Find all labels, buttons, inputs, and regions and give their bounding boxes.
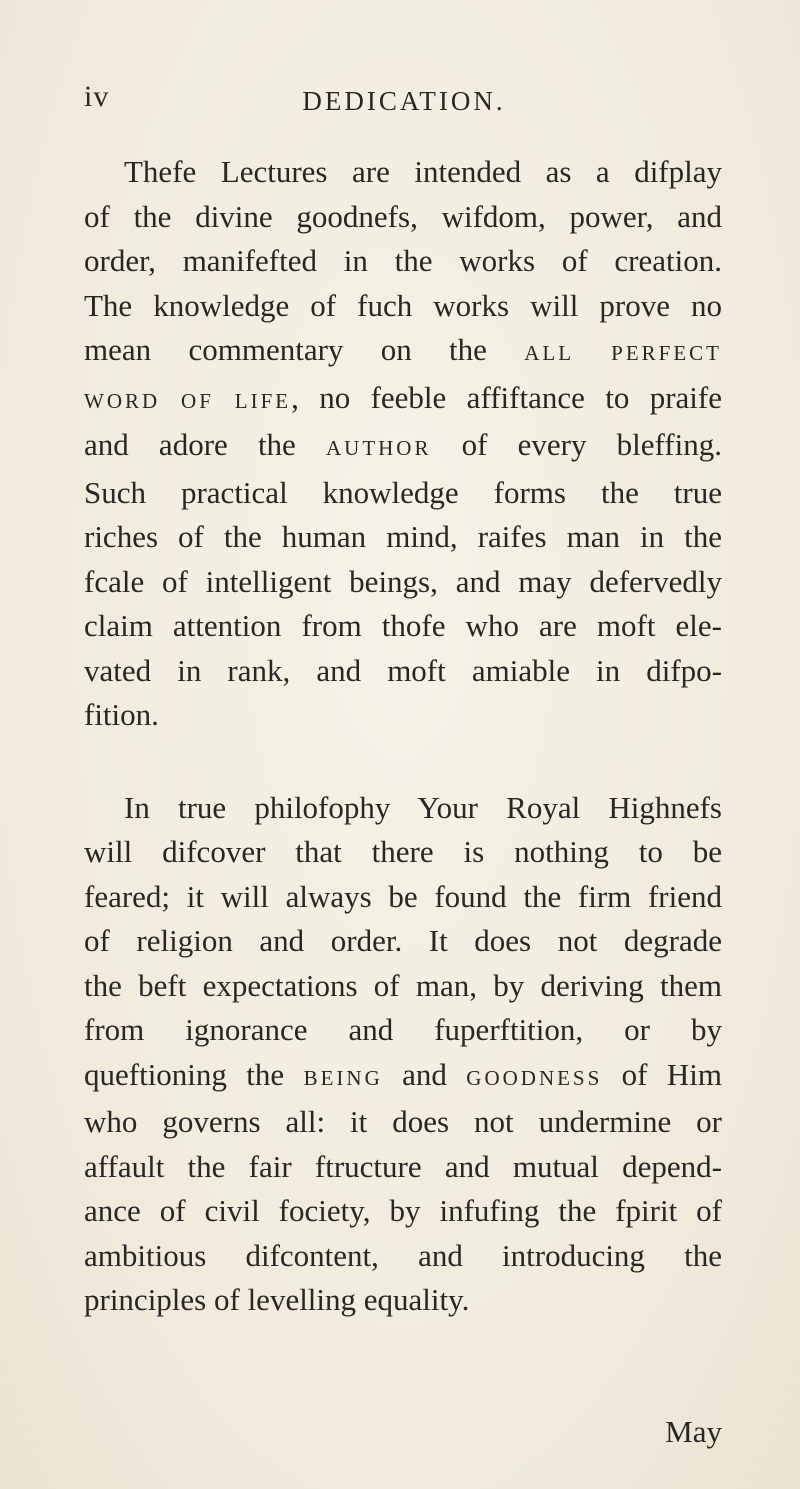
- text-run: The knowledge of fuch works will prove no: [84, 287, 722, 323]
- text-run: of Him: [602, 1056, 723, 1092]
- text-line: [84, 195, 722, 240]
- running-head: DEDICATION.: [302, 86, 506, 116]
- text-run: the beft expectations of man, by deriving them: [84, 967, 722, 1003]
- text-run: of every bleffing.: [431, 427, 722, 462]
- page-header: [84, 80, 724, 126]
- text-run: of religion and order. It does not degrade: [84, 923, 722, 958]
- text-run: mean commentary on the: [84, 332, 525, 367]
- small-caps-text: WORD OF LIFE: [84, 388, 292, 413]
- text-run: Such practical knowledge forms the true: [84, 474, 722, 510]
- text-run: feared; it will always be found the firm friend: [84, 878, 722, 914]
- text-line: [84, 649, 722, 694]
- text-line: [84, 919, 722, 964]
- small-caps-text: GOODNESS: [466, 1065, 603, 1090]
- text-line: [84, 471, 722, 516]
- text-line: [84, 423, 722, 471]
- text-run: and: [382, 1056, 467, 1092]
- small-caps-text: ALL PERFECT: [524, 341, 722, 365]
- text-line: [84, 786, 722, 831]
- body-text: [84, 150, 722, 1323]
- text-run: ambitious difcontent, and introducing the: [84, 1237, 722, 1273]
- text-line: [84, 1234, 722, 1279]
- text-line: [84, 1053, 722, 1101]
- text-run: , no feeble affiftance to praife: [291, 379, 722, 415]
- text-line: [84, 1189, 722, 1234]
- text-line: [84, 515, 722, 560]
- text-run: In true philofophy Your Royal Highnefs: [124, 789, 722, 825]
- text-run: queftioning the: [84, 1056, 304, 1092]
- text-line: [84, 830, 722, 875]
- text-line: [84, 964, 722, 1009]
- text-line: [84, 284, 722, 329]
- text-run: fition.: [84, 697, 159, 732]
- text-line: [84, 150, 722, 195]
- text-run: will difcover that there is nothing to be: [84, 834, 722, 869]
- text-line: [84, 1008, 722, 1053]
- text-line: [84, 604, 722, 649]
- text-run: Thefe Lectures are intended as a difplay: [124, 154, 722, 189]
- small-caps-text: AUTHOR: [325, 436, 432, 460]
- text-run: vated in rank, and moft amiable in difpo-: [84, 652, 722, 688]
- text-line: [84, 875, 722, 920]
- text-run: claim attention from thofe who are moft ele-: [84, 608, 722, 643]
- page-number: iv: [84, 80, 110, 113]
- paragraph-2: [84, 786, 722, 1323]
- text-run: principles of levelling equality.: [84, 1282, 470, 1317]
- text-line: [84, 1145, 722, 1190]
- text-line: [84, 376, 722, 424]
- small-caps-text: BEING: [303, 1065, 383, 1090]
- text-run: order, manifefted in the works of creation.: [84, 243, 722, 278]
- text-run: riches of the human mind, raifes man in the: [84, 519, 722, 554]
- text-line: [84, 560, 722, 605]
- text-line: [84, 239, 722, 284]
- text-run: and adore the: [84, 427, 326, 462]
- text-line: [84, 1100, 722, 1145]
- text-run: affault the fair ftructure and mutual depend-: [84, 1148, 722, 1184]
- text-run: who governs all: it does not undermine or: [84, 1104, 722, 1139]
- catchword: May: [665, 1414, 722, 1449]
- text-run: from ignorance and fuperftition, or by: [84, 1012, 722, 1047]
- text-line: [84, 1278, 722, 1323]
- text-line: [84, 693, 722, 738]
- text-run: of the divine goodnefs, wifdom, power, and: [84, 198, 722, 234]
- text-run: fcale of intelligent beings, and may defervedly: [84, 563, 722, 599]
- text-line: [84, 328, 722, 376]
- text-run: ance of civil fociety, by infufing the fpirit of: [84, 1193, 722, 1228]
- paragraph-1: [84, 150, 722, 738]
